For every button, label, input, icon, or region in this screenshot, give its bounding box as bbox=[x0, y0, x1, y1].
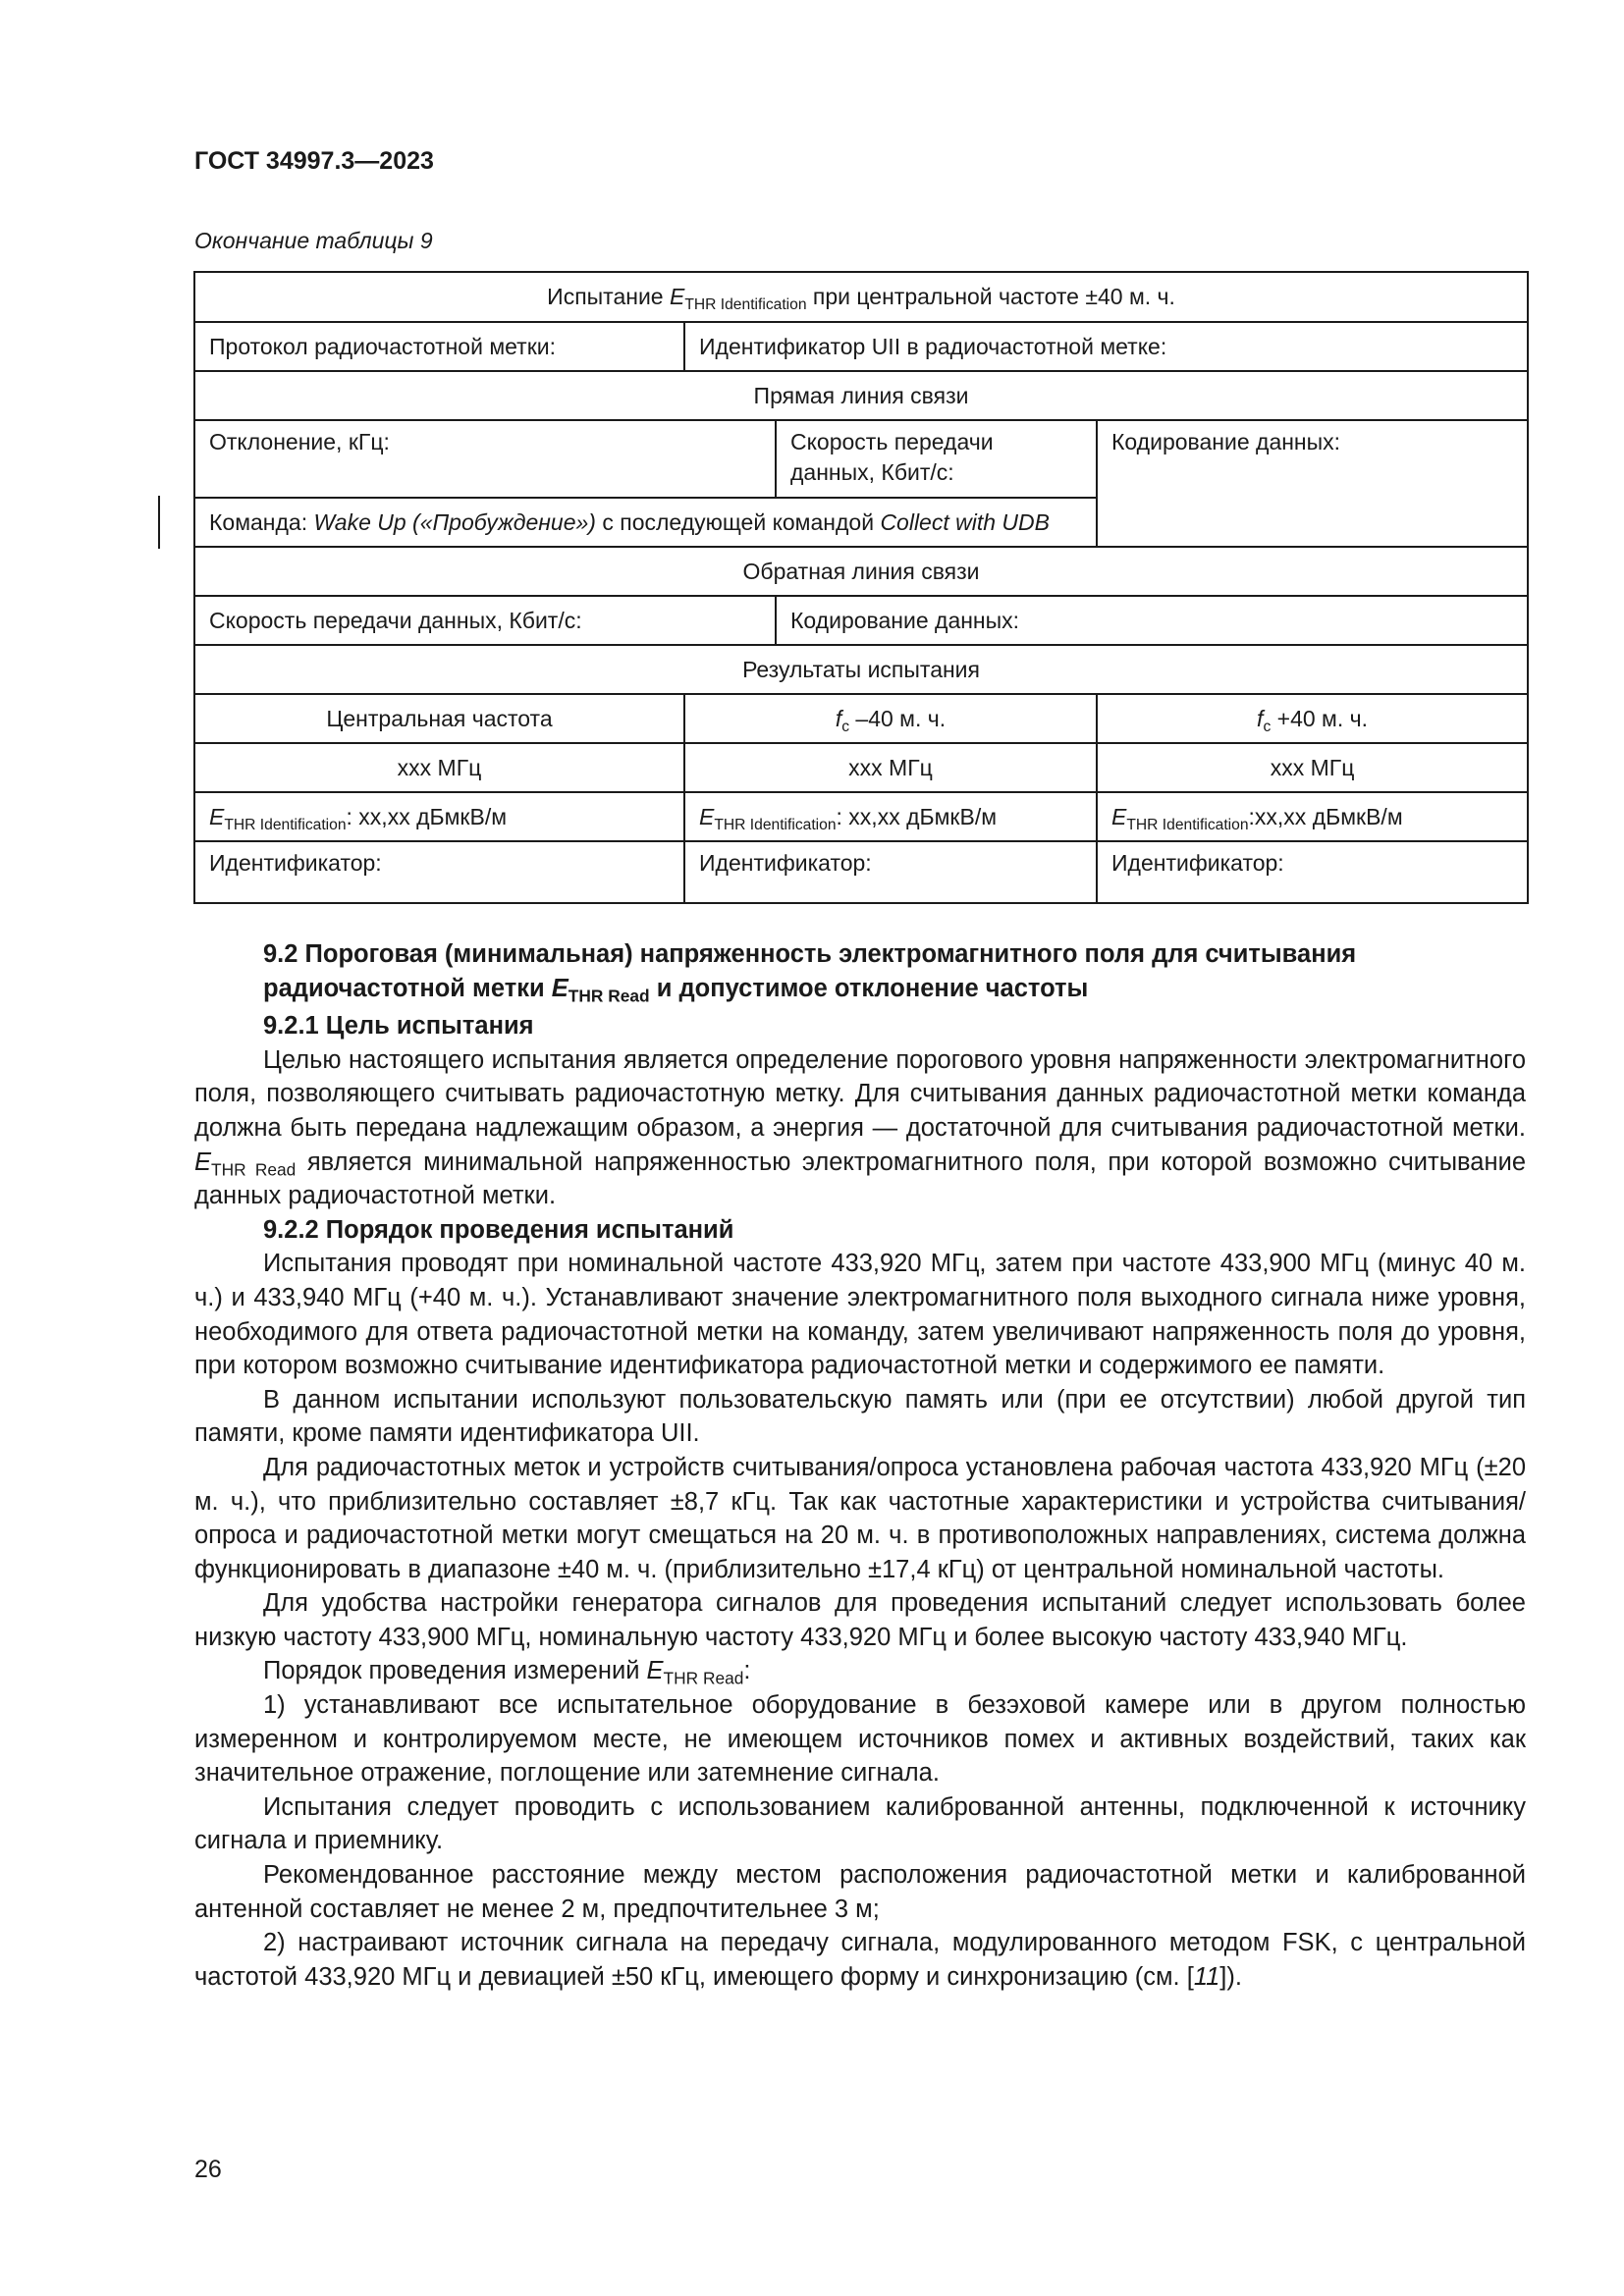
subsection-heading-procedure: 9.2.2 Порядок проведения испытаний bbox=[263, 1215, 734, 1244]
protocol-cell: Протокол радиочастотной метки: bbox=[194, 322, 684, 371]
field-strength-minus: $E_{THR Identification}$: xx,xx дБмкВ/м bbox=[684, 792, 1097, 841]
paragraph: Испытания проводят при номинальной частоте 433,920 МГц, затем при частоте 433,900 МГц (минус 40 м. ч.) и 433,940 МГц (+40 м. ч.). Устанавливают значение электромагнитного поля выходного сигнала ниже уровня, необходимого для ответа радиочастотной метки на команду, затем увеличивают напряженность поля до уровня, при котором возможно считывание идентификатора радиочастотной метки и содержимого ее памяти. bbox=[194, 1250, 1526, 1380]
section-body bbox=[194, 937, 1526, 1994]
forward-data-rate-cell: Скорость передачи данных, Кбит/с: bbox=[776, 420, 1097, 498]
test-table bbox=[193, 271, 1529, 904]
paragraph-goal: Целью настоящего испытания является определение порогового уровня напряженности электромагнитного поля, позволяющего считывать радиочастотную метку. Для считывания данных радиочастотной метки команда должна быть передана надлежащим образом, а энергия — достаточной для считывания радиочастотной метки. $E_{THR Read}$ является минимальной напряженностью электромагнитного поля, при которой возможно считывание данных радиочастотной метки. bbox=[194, 1045, 1526, 1210]
field-strength-center: $E_{THR Identification}$: xx,xx дБмкВ/м bbox=[194, 792, 684, 841]
change-bar bbox=[158, 496, 160, 549]
subsection-heading-goal: 9.2.1 Цель испытания bbox=[263, 1012, 534, 1041]
identifier-plus: Идентификатор: bbox=[1097, 841, 1528, 903]
paragraph: Для удобства настройки генератора сигналов для проведения испытаний следует использовать более низкую частоту 433,900 МГц, номинальную частоту 433,920 МГц и более высокую частоту 433,940 МГц. bbox=[194, 1589, 1526, 1651]
return-data-rate-cell: Скорость передачи данных, Кбит/с: bbox=[194, 596, 776, 645]
col-center-frequency: Центральная частота bbox=[194, 694, 684, 743]
return-link-header: Обратная линия связи bbox=[194, 547, 1528, 596]
paragraph: Для радиочастотных меток и устройств считывания/опроса установлена рабочая частота 433,920 МГц (±20 м. ч.), что приблизительно составляет ±8,7 кГц. Так как частотные характеристики и устройства считывания/опроса и радиочастотной метки могут смещаться на 20 м. ч. в противоположных направлениях, система должна функционировать в диапазоне ±40 м. ч. (приблизительно ±17,4 кГц) от центральной номинальной частоты. bbox=[194, 1453, 1526, 1583]
col-minus-40: $f_c$ –40 м. ч. bbox=[684, 694, 1097, 743]
col-plus-40: $f_c +40$ м. ч. bbox=[1097, 694, 1528, 743]
paragraph: В данном испытании используют пользовательскую память или (при ее отсутствии) любой другой тип памяти, кроме памяти идентификатора UII. bbox=[194, 1385, 1526, 1448]
freq-center: ххх МГц bbox=[194, 743, 684, 792]
freq-plus: ххх МГц bbox=[1097, 743, 1528, 792]
results-header: Результаты испытания bbox=[194, 645, 1528, 694]
field-strength-plus: $E_{THR Identification}:xx,xx$ дБмкВ/м bbox=[1097, 792, 1528, 841]
forward-data-coding-cell: Кодирование данных: bbox=[1097, 420, 1528, 547]
section-heading: 9.2 Пороговая (минимальная) напряженность электромагнитного поля для считывания радиочастотной метки $E_{THR Read}$ и допустимое отклонение частоты bbox=[263, 940, 1357, 1006]
paragraph: 2) настраивают источник сигнала на передачу сигнала, модулированного методом FSK, с центральной частотой 433,920 МГц и девиацией ±50 кГц, имеющего форму и синхронизацию (см. [11]). bbox=[194, 1929, 1526, 1991]
freq-minus: ххх МГц bbox=[684, 743, 1097, 792]
page-number: 26 bbox=[194, 2156, 222, 2183]
identifier-minus: Идентификатор: bbox=[684, 841, 1097, 903]
return-data-coding-cell: Кодирование данных: bbox=[776, 596, 1528, 645]
table-title-cell: Испытание $E_{THR Identification}$ при центральной частоте ±40 м. ч. bbox=[194, 272, 1528, 322]
paragraph: Порядок проведения измерений $E_{THR Read}$: bbox=[263, 1657, 751, 1689]
paragraph: 1) устанавливают все испытательное оборудование в безэховой камере или в другом полностью измеренном и контролируемом месте, не имеющем источников помех и активных воздействий, таких как значительное отражение, поглощение или затемнение сигнала. bbox=[194, 1691, 1526, 1788]
paragraph: Испытания следует проводить с использованием калиброванной антенны, подключенной к источнику сигнала и приемнику. bbox=[194, 1792, 1526, 1855]
deviation-cell: Отклонение, кГц: bbox=[194, 420, 776, 498]
forward-link-header: Прямая линия связи bbox=[194, 371, 1528, 420]
uii-cell: Идентификатор UII в радиочастотной метке: bbox=[684, 322, 1528, 371]
paragraph: Рекомендованное расстояние между местом расположения радиочастотной метки и калиброванной антенной составляет не менее 2 м, предпочтительнее 3 м; bbox=[194, 1861, 1526, 1923]
identifier-center: Идентификатор: bbox=[194, 841, 684, 903]
command-cell: Команда: Wake Up («Пробуждение») с последующей командой Collect with UDB bbox=[194, 498, 1097, 547]
document-standard-header: ГОСТ 34997.3—2023 bbox=[194, 147, 434, 175]
table-caption: Окончание таблицы 9 bbox=[194, 228, 433, 253]
